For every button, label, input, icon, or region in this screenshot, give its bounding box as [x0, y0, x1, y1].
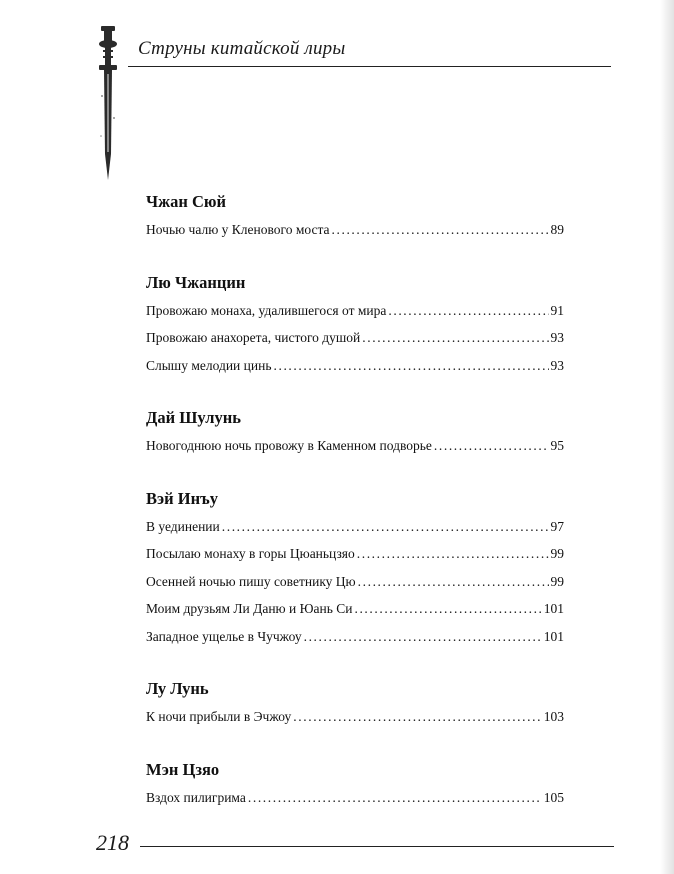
- entry-title: Осенней ночью пишу советнику Цю: [146, 573, 356, 589]
- entry-title: Новогоднюю ночь провожу в Каменном подворье: [146, 438, 432, 453]
- toc-section: [146, 404, 564, 460]
- entry-title: Провожаю монаха, удалившегося от мира: [146, 302, 387, 318]
- entry-page: 105: [543, 789, 564, 805]
- entry-title: Моим друзьям Ли Даню и Юань Си: [146, 601, 353, 616]
- leader-dots: [434, 432, 549, 460]
- toc-entry[interactable]: [146, 324, 564, 352]
- toc-entry[interactable]: [146, 432, 564, 460]
- author-heading: Мэн Цзяо: [146, 759, 220, 779]
- leader-dots: [358, 568, 549, 596]
- page-number: 218: [96, 830, 129, 855]
- toc-section: [146, 269, 564, 380]
- leader-dots: [388, 297, 548, 325]
- leader-dots: [274, 352, 549, 380]
- entry-title: Западное ущелье в Чучжоу: [146, 628, 302, 644]
- toc-entry[interactable]: [146, 513, 564, 541]
- entry-title: В уединении: [146, 518, 220, 534]
- toc-entry[interactable]: [146, 595, 564, 623]
- entry-page: 101: [543, 601, 564, 616]
- entry-page: 95: [550, 438, 564, 453]
- entry-title: Ночью чалю у Кленового моста: [146, 222, 330, 237]
- leader-dots: [293, 703, 541, 731]
- toc-entry[interactable]: [146, 623, 564, 651]
- entry-title: Вздох пилигрима: [146, 789, 246, 805]
- leader-dots: [222, 513, 549, 541]
- entry-title: К ночи прибыли в Эчжоу: [146, 709, 292, 724]
- entry-title: Слышу мелодии цинь: [146, 357, 272, 373]
- toc-entry[interactable]: [146, 703, 564, 731]
- toc-section: [146, 675, 564, 731]
- toc-section: [146, 188, 564, 244]
- sword-ornament-icon: [96, 26, 120, 182]
- toc-entry[interactable]: [146, 216, 564, 244]
- toc-entry[interactable]: [146, 352, 564, 380]
- author-heading: Чжан Сюй: [146, 192, 226, 211]
- entry-page: 97: [550, 518, 564, 534]
- toc-entry[interactable]: [146, 568, 564, 596]
- page-edge-shadow: [660, 0, 674, 874]
- footer-rule: [140, 846, 614, 847]
- entry-page: 93: [550, 357, 564, 373]
- author-heading: Лю Чжанцин: [146, 272, 246, 292]
- running-head: Струны китайской лиры: [138, 38, 346, 59]
- entry-page: 93: [550, 330, 564, 345]
- author-heading: Дай Шулунь: [146, 408, 241, 427]
- entry-title: Провожаю анахорета, чистого душой: [146, 330, 361, 345]
- leader-dots: [354, 595, 541, 623]
- toc-entry[interactable]: [146, 297, 564, 325]
- entry-page: 103: [543, 709, 564, 724]
- author-heading: Вэй Инъу: [146, 488, 218, 508]
- entry-page: 91: [550, 302, 564, 318]
- leader-dots: [304, 623, 542, 651]
- entry-page: 99: [550, 573, 564, 589]
- leader-dots: [332, 216, 549, 244]
- header-rule: [128, 66, 611, 67]
- leader-dots: [362, 324, 548, 352]
- toc-entry[interactable]: [146, 540, 564, 568]
- leader-dots: [357, 540, 549, 568]
- table-of-contents: [146, 188, 564, 811]
- entry-title: Посылаю монаху в горы Цюаньцзяо: [146, 546, 355, 561]
- entry-page: 99: [550, 546, 564, 561]
- toc-entry[interactable]: [146, 784, 564, 812]
- author-heading: Лу Лунь: [146, 679, 209, 698]
- toc-section: [146, 756, 564, 812]
- leader-dots: [248, 784, 542, 812]
- toc-section: [146, 485, 564, 651]
- entry-page: 89: [550, 222, 564, 237]
- entry-page: 101: [543, 628, 564, 644]
